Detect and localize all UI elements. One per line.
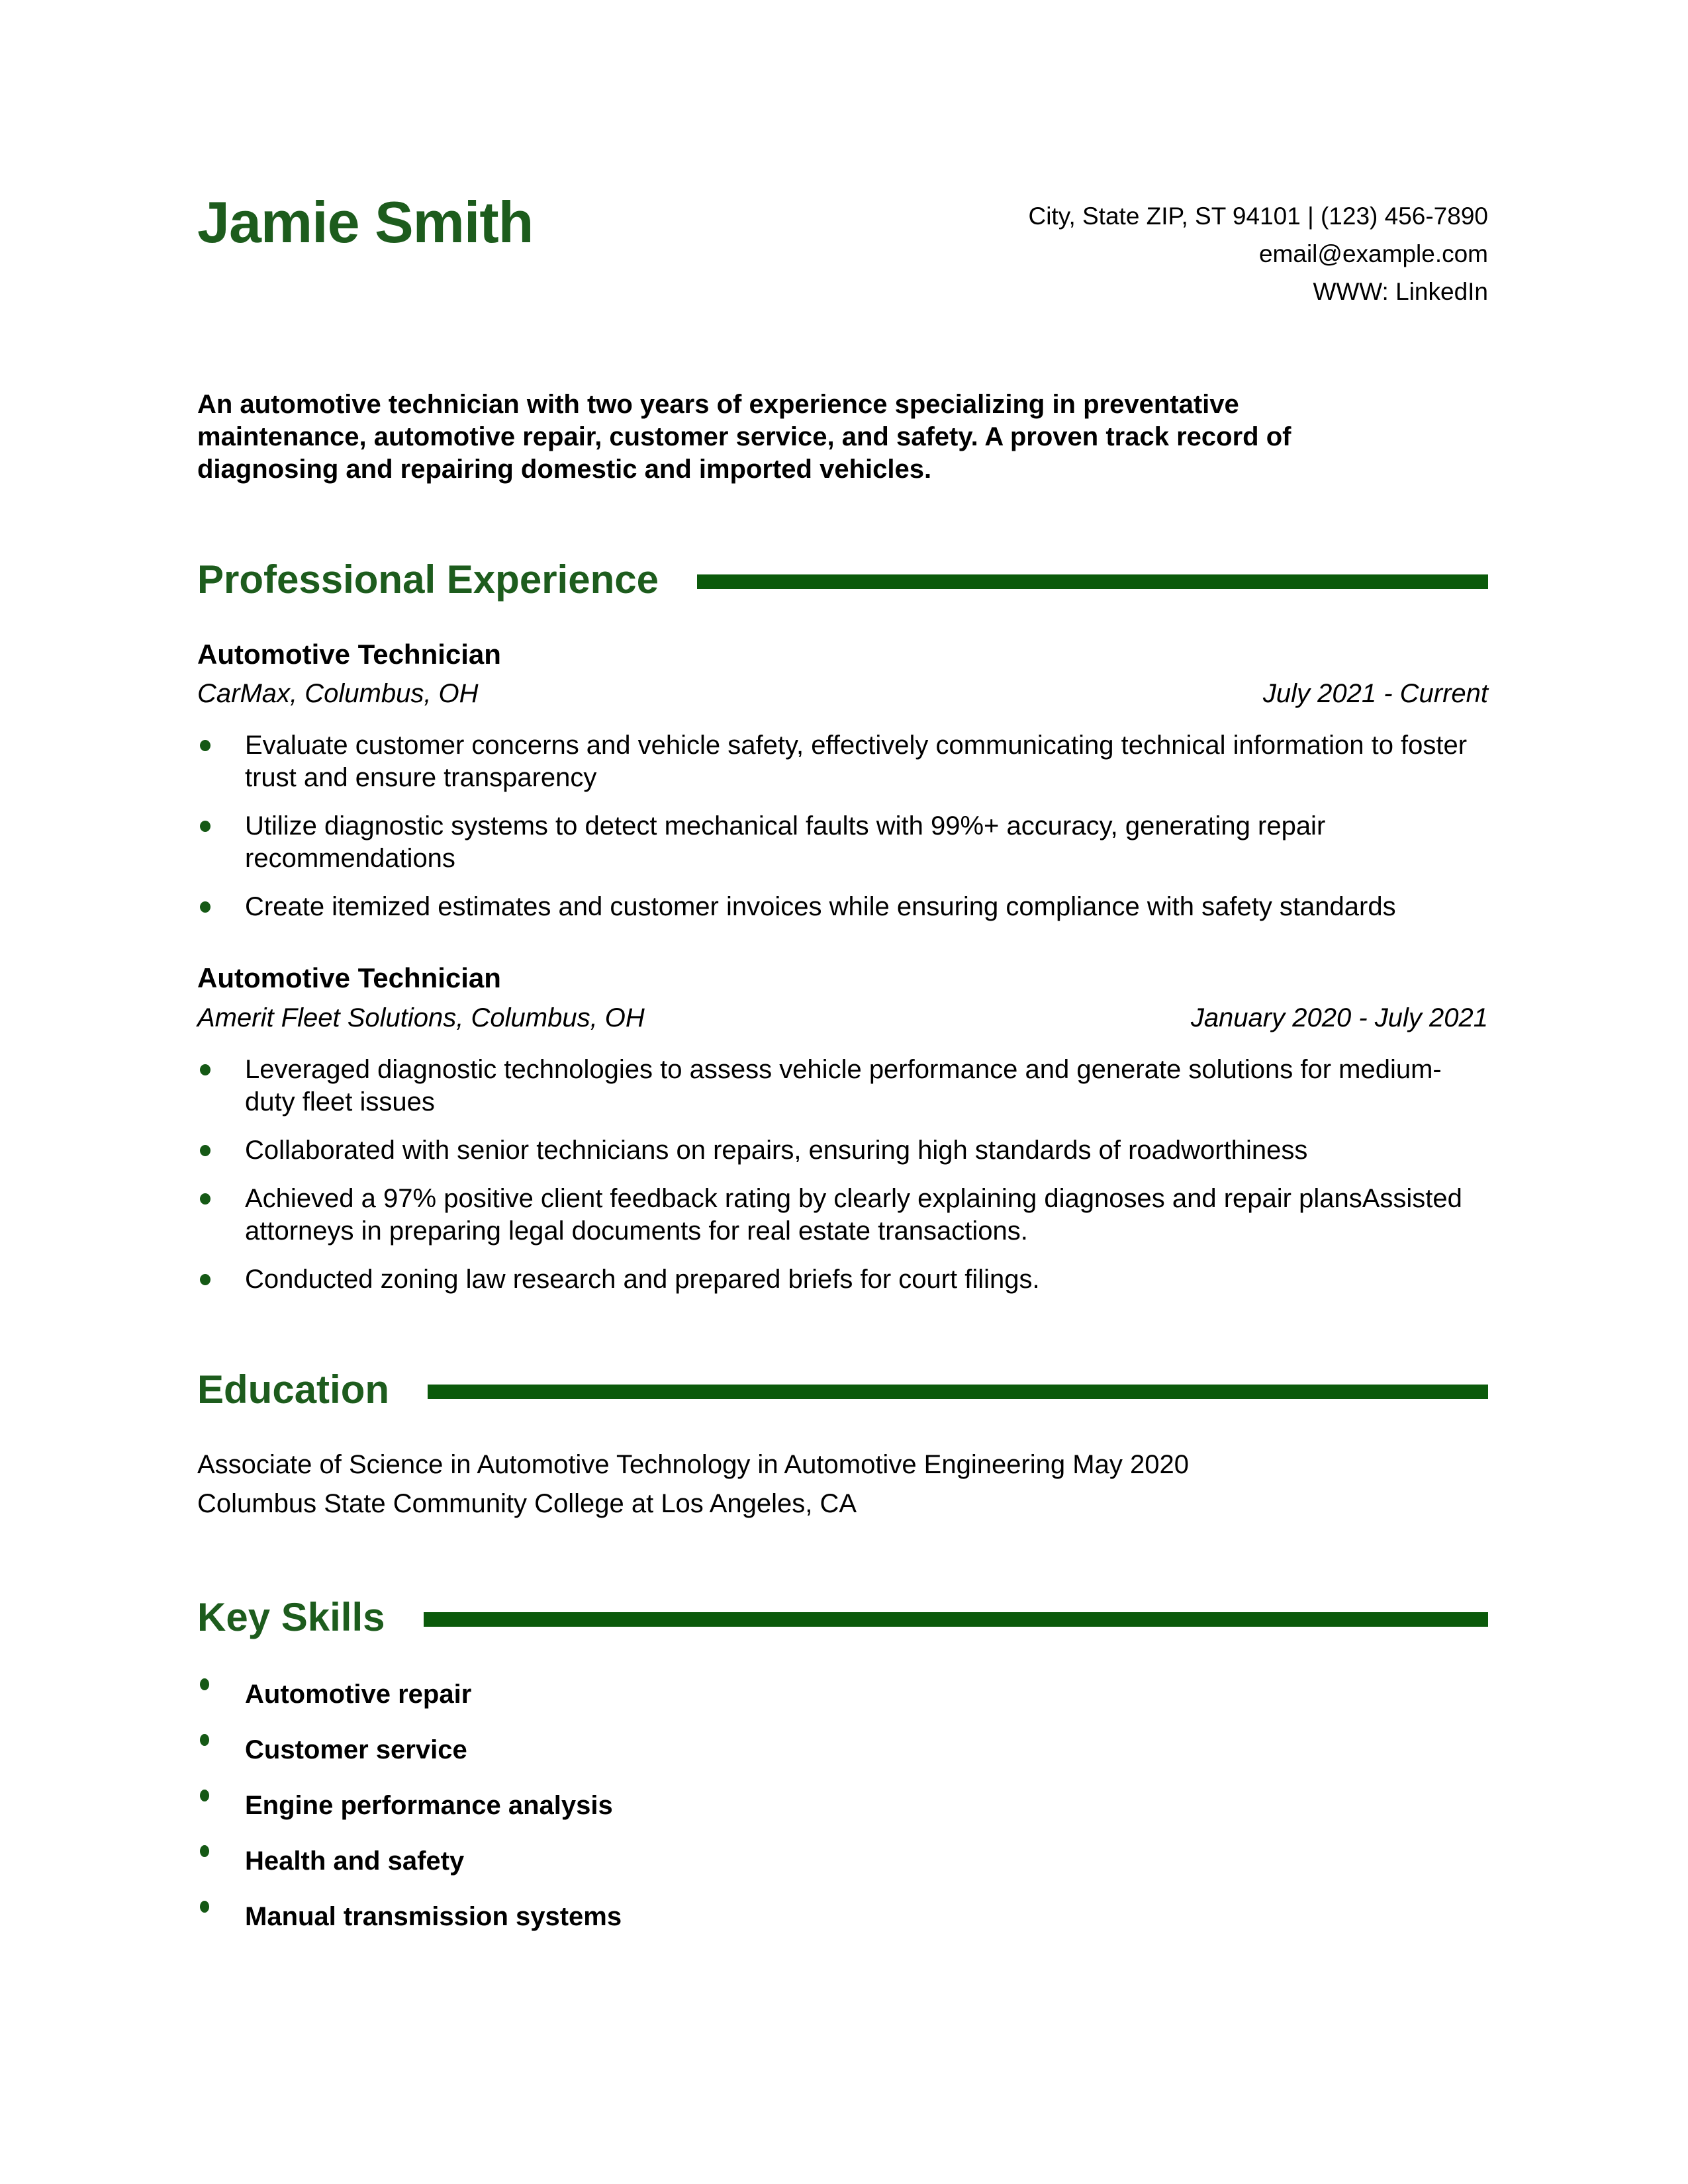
bullet-item: [197, 1054, 1488, 1118]
bullet-dot-icon: [200, 901, 211, 913]
education-school: Columbus State Community College at Los Angeles, CA: [197, 1488, 857, 1518]
bullet-item: [197, 891, 1488, 923]
skill-text: Health and safety: [245, 1846, 465, 1876]
bullet-text: Create itemized estimates and customer invoices while ensuring compliance with safety standards: [245, 892, 1396, 922]
bullet-item: [197, 1134, 1488, 1167]
contact-line-linkedin: WWW: LinkedIn: [1313, 278, 1488, 305]
person-name: Jamie Smith: [197, 189, 534, 255]
bullet-text: Leveraged diagnostic technologies to assess vehicle performance and generate solutions for medium-duty fleet issues: [245, 1054, 1442, 1116]
job-dates: July 2021 - Current: [1262, 679, 1488, 709]
skill-item: [197, 1845, 1488, 1877]
bullet-text: Conducted zoning law research and prepared briefs for court filings.: [245, 1264, 1040, 1294]
job-company: CarMax, Columbus, OH: [197, 679, 479, 709]
bullet-text: Achieved a 97% positive client feedback rating by clearly explaining diagnoses and repair plansAssisted attorneys in preparing legal documents for real estate transactions.: [245, 1183, 1462, 1246]
job-carmax: [197, 638, 1488, 923]
section-key-skills: [197, 1594, 1488, 1933]
bullet-dot-icon: [200, 1193, 211, 1205]
skill-text: Customer service: [245, 1735, 467, 1764]
bullet-dot-icon: [200, 1734, 209, 1746]
job-dates: January 2020 - July 2021: [1190, 1003, 1488, 1032]
job-bullet-list: [197, 1054, 1488, 1296]
job-meta: [197, 678, 1488, 709]
contact-line-address-phone: City, State ZIP, ST 94101 | (123) 456-7890: [1028, 203, 1488, 230]
bullet-dot-icon: [200, 1678, 209, 1690]
skill-text: Engine performance analysis: [245, 1790, 613, 1820]
bullet-text: Evaluate customer concerns and vehicle safety, effectively communicating technical information to foster trust and ensure transparency: [245, 731, 1468, 793]
skill-item: [197, 1678, 1488, 1710]
section-heading: [197, 557, 1488, 602]
bullet-dot-icon: [200, 1274, 211, 1285]
job-company: Amerit Fleet Solutions, Columbus, OH: [197, 1003, 645, 1032]
bullet-text: Collaborated with senior technicians on repairs, ensuring high standards of roadworthiness: [245, 1135, 1308, 1165]
bullet-dot-icon: [200, 1064, 211, 1075]
education-details: [197, 1445, 1488, 1524]
header: [197, 189, 1488, 310]
skill-text: Automotive repair: [245, 1679, 472, 1709]
bullet-dot-icon: [200, 1845, 209, 1857]
job-title: Automotive Technician: [197, 962, 501, 994]
professional-summary: An automotive technician with two years of experience specializing in preventative maintenance, automotive repair, customer service, and safety. A proven track record of diagnosing and repairing domestic and imported vehicles.: [197, 390, 1291, 484]
section-heading: [197, 1594, 1488, 1639]
skill-item: [197, 1790, 1488, 1821]
section-rule: [697, 574, 1488, 589]
skill-text: Manual transmission systems: [245, 1901, 622, 1931]
education-degree: Associate of Science in Automotive Technology in Automotive Engineering May 2020: [197, 1449, 1189, 1479]
job-title: Automotive Technician: [197, 639, 501, 670]
contact-block: [1028, 192, 1488, 310]
bullet-text: Utilize diagnostic systems to detect mechanical faults with 99%+ accuracy, generating repair recommendations: [245, 811, 1326, 874]
section-title-key-skills: Key Skills: [197, 1594, 385, 1639]
bullet-item: [197, 1263, 1488, 1296]
bullet-dot-icon: [200, 1901, 209, 1913]
bullet-dot-icon: [200, 821, 211, 832]
section-professional-experience: [197, 557, 1488, 1296]
section-rule: [424, 1612, 1488, 1627]
skill-item: [197, 1901, 1488, 1933]
bullet-item: [197, 729, 1488, 794]
bullet-dot-icon: [200, 1145, 211, 1156]
section-title-professional-experience: Professional Experience: [197, 557, 659, 602]
section-rule: [428, 1385, 1488, 1399]
section-heading: [197, 1367, 1488, 1412]
contact-line-email: email@example.com: [1258, 240, 1488, 267]
job-amerit-fleet-solutions: [197, 962, 1488, 1295]
bullet-dot-icon: [200, 1790, 209, 1801]
bullet-item: [197, 1183, 1488, 1248]
skill-item: [197, 1734, 1488, 1766]
skill-list: [197, 1678, 1488, 1933]
section-title-education: Education: [197, 1367, 390, 1412]
job-meta: [197, 1002, 1488, 1034]
resume-content: [197, 189, 1488, 1956]
bullet-dot-icon: [200, 740, 211, 751]
section-education: [197, 1367, 1488, 1524]
bullet-item: [197, 810, 1488, 875]
job-bullet-list: [197, 729, 1488, 923]
